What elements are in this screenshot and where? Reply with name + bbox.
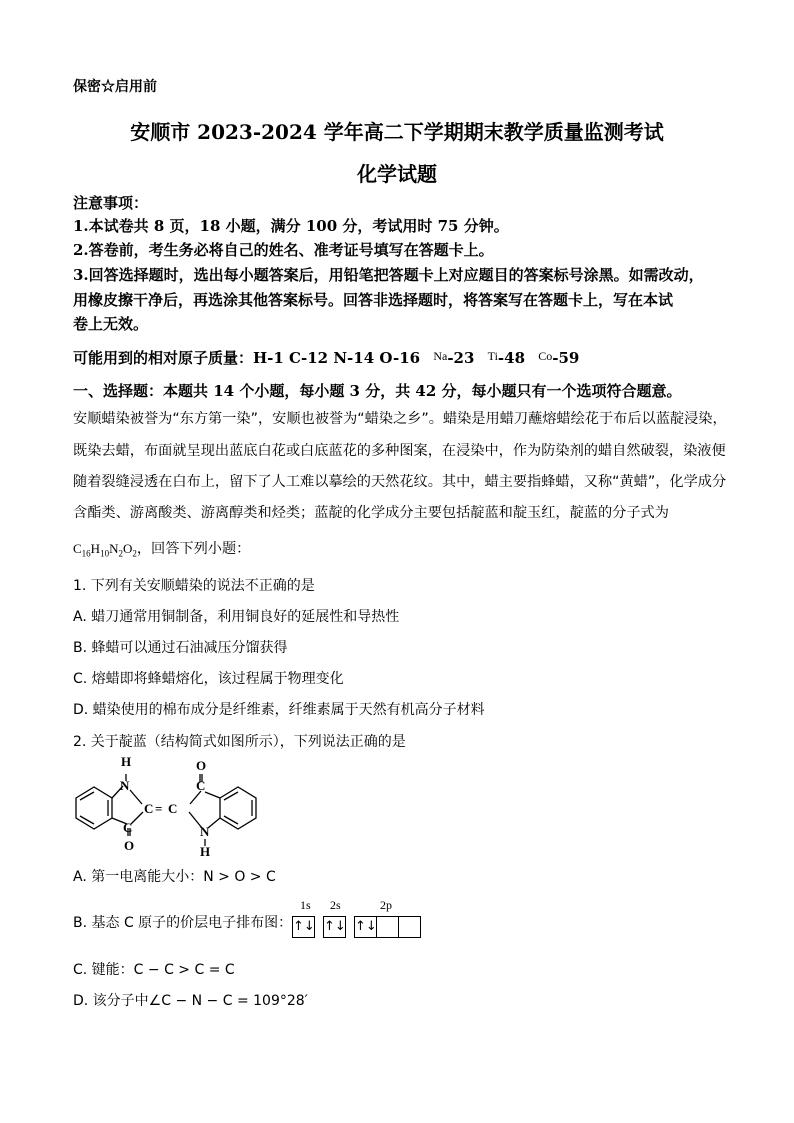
q2-option-d: D. 该分子中∠C − N − C = 109°28′ (73, 993, 308, 1009)
na-mass: -23 (447, 349, 475, 367)
atom-h-bottom: H (200, 844, 211, 858)
orbital-box-2p-3 (398, 916, 421, 938)
q1-option-a: A. 蜡刀通常用铜制备，利用铜良好的延展性和导热性 (73, 609, 400, 625)
atom-h-top: H (121, 754, 132, 769)
passage-line: 安顺蜡染被誉为“东方第一染”，安顺也被誉为“蜡染之乡”。蜡染是用蜡刀蘸熔蜡绘花于布后以蓝靛浸染， (73, 411, 727, 427)
na-symbol: Na (433, 349, 448, 363)
note-item: 3.回答选择题时，选出每小题答案后，用铅笔把答题卡上对应题目的答案标号涂黑。如需改动， (73, 266, 704, 284)
orbital-box-2s: ↑↓ (323, 916, 346, 938)
passage-formula-line (73, 538, 250, 559)
q2-option-b: B. 基态 C 原子的价层电子排布图： (73, 915, 293, 931)
orbital-label-2p: 2p (380, 898, 392, 912)
orbital-box-1s: ↑↓ (292, 916, 315, 938)
indigo-structure-diagram (66, 752, 266, 858)
atom-n-left: N (120, 778, 130, 793)
subject-title: 化学试题 (357, 162, 437, 186)
double-bond-sign: = (155, 801, 163, 816)
q2-option-c: C. 键能：C − C > C = C (73, 962, 235, 978)
atom-c-right: C (168, 801, 178, 816)
q2-option-a: A. 第一电离能大小：N > O > C (73, 869, 276, 885)
exam-title: 安顺市 2023-2024 学年高二下学期期末教学质量监测考试 (130, 120, 664, 144)
q1-option-d: D. 蜡染使用的棉布成分是纤维素，纤维素属于天然有机高分子材料 (73, 702, 485, 718)
orbital-label-1s: 1s (300, 898, 311, 912)
ti-mass: -48 (497, 349, 526, 367)
orbital-box-2p-2 (376, 916, 398, 938)
confidential-mark: 保密☆启用前 (73, 79, 157, 95)
q2-stem: 2. 关于靛蓝（结构简式如图所示），下列说法正确的是 (73, 734, 406, 750)
atom-o-right: O (196, 758, 207, 773)
orbital-labels (300, 898, 392, 913)
notes-heading: 注意事项： (73, 194, 149, 212)
atomic-masses (73, 347, 579, 368)
q1-option-b: B. 蜂蜡可以通过石油减压分馏获得 (73, 640, 288, 656)
formula-tail: ，回答下列小题： (136, 541, 251, 557)
atomic-masses-prefix: 可能用到的相对原子质量：H-1 C-12 N-14 O-16 (73, 349, 421, 367)
orbital-label-2s: 2s (330, 898, 341, 912)
co-symbol: Co (538, 349, 553, 363)
passage-line: 既染去蜡，布面就呈现出蓝底白花或白底蓝花的多种图案，在浸染中，作为防染剂的蜡自然破裂，染液便 (73, 443, 726, 459)
atom-c-left: C (144, 801, 154, 816)
note-item: 1.本试卷共 8 页，18 小题，满分 100 分，考试用时 75 分钟。 (73, 217, 509, 235)
co-mass: -59 (552, 349, 580, 367)
passage-line: 随着裂缝浸透在白布上，留下了人工难以摹绘的天然花纹。其中，蜡主要指蜂蜡，又称“黄蜡”，化学成分 (73, 474, 727, 490)
note-item: 卷上无效。 (73, 315, 149, 333)
orbital-diagram (292, 916, 429, 938)
atom-c-left-carbonyl: C (123, 820, 133, 835)
q1-stem: 1. 下列有关安顺蜡染的说法不正确的是 (73, 578, 315, 594)
atom-n-right: N (200, 824, 210, 839)
atom-o-left: O (124, 838, 135, 853)
section-heading: 一、选择题：本题共 14 个小题，每小题 3 分，共 42 分，每小题只有一个选项符合题意。 (73, 382, 682, 400)
q1-option-c: C. 熔蜡即将蜂蜡熔化，该过程属于物理变化 (73, 671, 344, 687)
note-item: 用橡皮擦干净后，再选涂其他答案标号。回答非选择题时，将答案写在答题卡上，写在本试 (73, 291, 674, 309)
orbital-box-2p-1: ↑↓ (354, 916, 376, 938)
ti-symbol: Ti (487, 349, 498, 363)
note-item: 2.答卷前，考生务必将自己的姓名、准考证号填写在答题卡上。 (73, 241, 494, 259)
atom-c-right-carbonyl: C (196, 778, 206, 793)
indigo-formula: $C_{16}H_{10}N_2O_2$ (73, 541, 137, 559)
passage-line: 含酯类、游离酸类、游离醇类和烃类；蓝靛的化学成分主要包括靛蓝和靛玉红，靛蓝的分子式为 (73, 505, 669, 521)
